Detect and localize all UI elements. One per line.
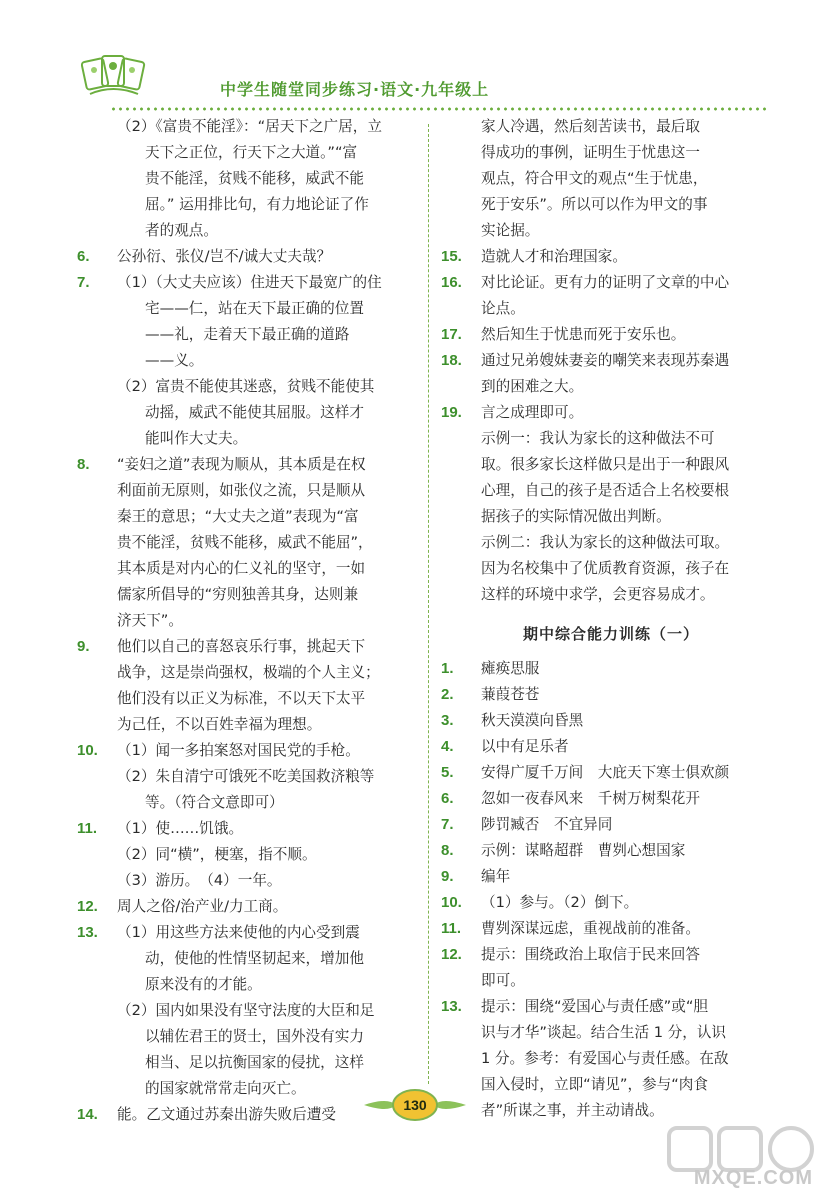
answer-line: 到的困难之大。: [481, 378, 584, 395]
answer-line: 原来没有的才能。: [145, 976, 262, 993]
answer-line: 他们以自己的喜怒哀乐行事，挑起天下: [117, 638, 366, 655]
answer-12: [77, 894, 414, 920]
answer-number: 15.: [441, 248, 462, 265]
answer-line: 1 分。参考：有爱国心与责任感。在敌: [481, 1050, 729, 1067]
answer-number: 13.: [441, 998, 462, 1015]
answer-line: ——礼，走着天下最正确的道路: [145, 326, 350, 343]
answer-14-continued: [441, 114, 781, 244]
answer-number: 10.: [441, 894, 462, 911]
answer-item: [441, 864, 781, 890]
answer-line: （1）使……饥饿。: [117, 820, 244, 837]
answer-number: 14.: [77, 1106, 98, 1123]
answer-line: 观点，符合甲文的观点“生于忧患，: [481, 170, 708, 187]
answer-line: （3）游历。 （4）一年。: [117, 872, 282, 889]
answer-line: （1）用这些方法来使他的内心受到震: [117, 924, 360, 941]
answer-line: 以辅佐君王的贤士，国外没有实力: [145, 1028, 364, 1045]
answer-number: 4.: [441, 738, 454, 755]
answer-line: 提示：围绕“爱国心与责任感”或“胆: [481, 998, 708, 1015]
answer-line: 取。很多家长这样做只是出于一种跟风: [481, 456, 730, 473]
answer-line: 贵不能淫，贫贱不能移，威武不能: [145, 170, 364, 187]
answer-number: 7.: [441, 816, 454, 833]
answer-number: 8.: [77, 456, 90, 473]
watermark-text: MXQE.COM: [693, 1167, 813, 1189]
answer-line: 者”所谋之事，并主动请战。: [481, 1102, 664, 1119]
answer-number: 1.: [441, 660, 454, 677]
answer-17: [441, 322, 781, 348]
answer-line: 等。（符合文意即可）: [145, 794, 284, 811]
answer-12-midterm: [441, 942, 781, 994]
answer-number: 7.: [77, 274, 90, 291]
answer-line: 示例一：我认为家长的这种做法不可: [481, 430, 715, 447]
answer-line: 因为名校集中了优质教育资源，孩子在: [481, 560, 730, 577]
answer-line: 天下之正位，行天下之大道。”“富: [145, 144, 358, 161]
answer-item: [441, 734, 781, 760]
answer-13-midterm: [441, 994, 781, 1124]
answer-text: 安得广厦千万间 大庇天下寒士俱欢颜: [481, 764, 730, 781]
answer-line: （1）闻一多拍案怒对国民党的手枪。: [117, 742, 360, 759]
answer-line: 者的观点。: [145, 222, 218, 239]
answer-line: 提示：围绕政治上取信于民来回答: [481, 946, 700, 963]
answer-line: （2）国内如果没有坚守法度的大臣和足: [117, 1002, 375, 1019]
answer-number: 10.: [77, 742, 98, 759]
answer-text: 周人之俗/治产业/力工商。: [117, 898, 288, 915]
answer-5-continued: [77, 114, 414, 244]
answer-item: [441, 786, 781, 812]
answer-line: （1）（大丈夫应该）住进天下最宽广的住: [117, 274, 382, 291]
answer-number: 9.: [77, 638, 90, 655]
answer-11: [77, 816, 414, 894]
watermark-logo: [655, 1120, 825, 1198]
answer-text: 曹刿深谋远虑，重视战前的准备。: [481, 920, 700, 937]
answer-text: （1）参与。（2）倒下。: [481, 894, 639, 911]
answer-item: [441, 916, 781, 942]
answer-line: 这样的环境中求学，会更容易成才。: [481, 586, 715, 603]
answer-line: 动，使他的性情坚韧起来，增加他: [145, 950, 364, 967]
answer-item: [441, 682, 781, 708]
answer-15: [441, 244, 781, 270]
answer-number: 12.: [77, 898, 98, 915]
answer-line: 论点。: [481, 300, 525, 317]
answer-16: [441, 270, 781, 322]
answer-line: 他们没有以正义为标准，不以天下太平: [117, 690, 366, 707]
answer-10: [77, 738, 414, 816]
answer-item: [441, 760, 781, 786]
answer-item: [441, 890, 781, 916]
answer-number: 12.: [441, 946, 462, 963]
answer-18: [441, 348, 781, 400]
page-header: [70, 44, 770, 114]
answer-line: （2）富贵不能使其迷惑，贫贱不能使其: [117, 378, 375, 395]
answer-text: 编年: [481, 868, 511, 885]
answer-line: 得成功的事例，证明生于忧患这一: [481, 144, 700, 161]
answer-line: 宅——仁，站在天下最正确的位置: [145, 300, 364, 317]
page-number: 130: [403, 1097, 427, 1113]
answer-item: [441, 812, 781, 838]
answer-line: 秦王的意思；“大丈夫之道”表现为“富: [117, 508, 359, 525]
answer-text: 秋天漠漠向昏黑: [481, 712, 584, 729]
answer-text: 公孙衍、张仪/岂不/诚大丈夫哉？: [117, 248, 332, 265]
answer-line: 战争，这是崇尚强权，极端的个人主义；: [117, 664, 380, 681]
answer-line: 为己任，不以百姓幸福为理想。: [117, 716, 322, 733]
answer-line: 利面前无原则，如张仪之流，只是顺从: [117, 482, 366, 499]
section-title: 期中综合能力训练（一）: [522, 625, 699, 643]
answer-number: 2.: [441, 686, 454, 703]
answer-text: 蒹葭苍苍: [481, 686, 540, 703]
answer-number: 19.: [441, 404, 462, 421]
answer-number: 5.: [441, 764, 454, 781]
answer-line: 据孩子的实际情况做出判断。: [481, 508, 671, 525]
answer-line: 即可。: [481, 972, 525, 989]
page-title: 中学生随堂同步练习·语文·九年级上: [220, 80, 490, 99]
answer-line: 家人冷遇，然后刻苦读书，最后取: [481, 118, 700, 135]
answer-text: 造就人才和治理国家。: [481, 248, 627, 265]
answer-line: 的国家就常常走向灭亡。: [145, 1080, 306, 1097]
answer-line: 屈。” 运用排比句，有力地论证了作: [145, 196, 369, 213]
answer-number: 13.: [77, 924, 98, 941]
answer-7: [77, 270, 414, 452]
answer-line: 能叫作大丈夫。: [145, 430, 248, 447]
answer-line: ——义。: [145, 352, 204, 369]
answer-number: 16.: [441, 274, 462, 291]
answer-number: 18.: [441, 352, 462, 369]
answer-line: 济天下”。: [117, 612, 183, 629]
answer-line: 贵不能淫，贫贱不能移，威武不能屈”，: [117, 534, 373, 551]
answer-text: 然后知生于忧患而死于安乐也。: [481, 326, 686, 343]
answer-text: 忽如一夜春风来 千树万树梨花开: [481, 790, 700, 807]
answer-line: 其本质是对内心的仁义礼的坚守，一如: [117, 560, 366, 577]
answer-line: 相当、足以抗衡国家的侵扰，这样: [145, 1054, 364, 1071]
right-column: [441, 114, 781, 1124]
answer-item: [441, 708, 781, 734]
header-dotted-line: [110, 107, 770, 111]
answer-line: 识与才华”谈起。结合生活 1 分，认识: [481, 1024, 727, 1041]
answer-number: 3.: [441, 712, 454, 729]
answer-number: 6.: [441, 790, 454, 807]
answer-text: 以中有足乐者: [481, 738, 569, 755]
page-number-badge: [360, 1087, 470, 1123]
answer-13: [77, 920, 414, 1102]
answer-9: [77, 634, 414, 738]
answer-line: “妾妇之道”表现为顺从，其本质是在权: [117, 456, 366, 473]
answer-line: 死于安乐”。所以可以作为甲文的事: [481, 196, 708, 213]
answer-line: （2）《富贵不能淫》：“居天下之广居，立: [117, 118, 382, 135]
answer-text: 能。乙文通过苏秦出游失败后遭受: [117, 1106, 336, 1123]
answer-text: 示例：谋略超群 曹刿心想国家: [481, 842, 686, 859]
answer-line: （2）同“横”，梗塞，指不顺。: [117, 846, 317, 863]
column-divider: [428, 124, 429, 1084]
left-column: [77, 114, 414, 1128]
answer-number: 6.: [77, 248, 90, 265]
answer-line: 儒家所倡导的“穷则独善其身，达则兼: [117, 586, 359, 603]
answer-number: 9.: [441, 868, 454, 885]
answer-19: [441, 400, 781, 608]
answer-line: 国入侵时，立即“请见”，参与“肉食: [481, 1076, 708, 1093]
answer-number: 11.: [77, 820, 98, 837]
answer-line: 心理，自己的孩子是否适合上名校要根: [481, 482, 730, 499]
answer-line: 动摇，威武不能使其屈服。这样才: [145, 404, 364, 421]
answer-line: 对比论证。更有力的证明了文章的中心: [481, 274, 730, 291]
answer-8: [77, 452, 414, 634]
answer-text: 瘫痪思服: [481, 660, 540, 677]
answer-number: 17.: [441, 326, 462, 343]
answer-line: 示例二：我认为家长的这种做法可取。: [481, 534, 730, 551]
answer-line: 实论据。: [481, 222, 540, 239]
answer-line: （2）朱自清宁可饿死不吃美国救济粮等: [117, 768, 375, 785]
answer-line: 言之成理即可。: [481, 404, 584, 421]
answer-item: [441, 656, 781, 682]
students-logo-icon: [80, 50, 146, 98]
answer-text: 陟罚臧否 不宜异同: [481, 816, 613, 833]
answer-6: [77, 244, 414, 270]
answer-line: 通过兄弟嫂妹妻妾的嘲笑来表现苏秦遇: [481, 352, 730, 369]
answer-number: 11.: [441, 920, 462, 937]
answer-item: [441, 838, 781, 864]
answer-number: 8.: [441, 842, 454, 859]
